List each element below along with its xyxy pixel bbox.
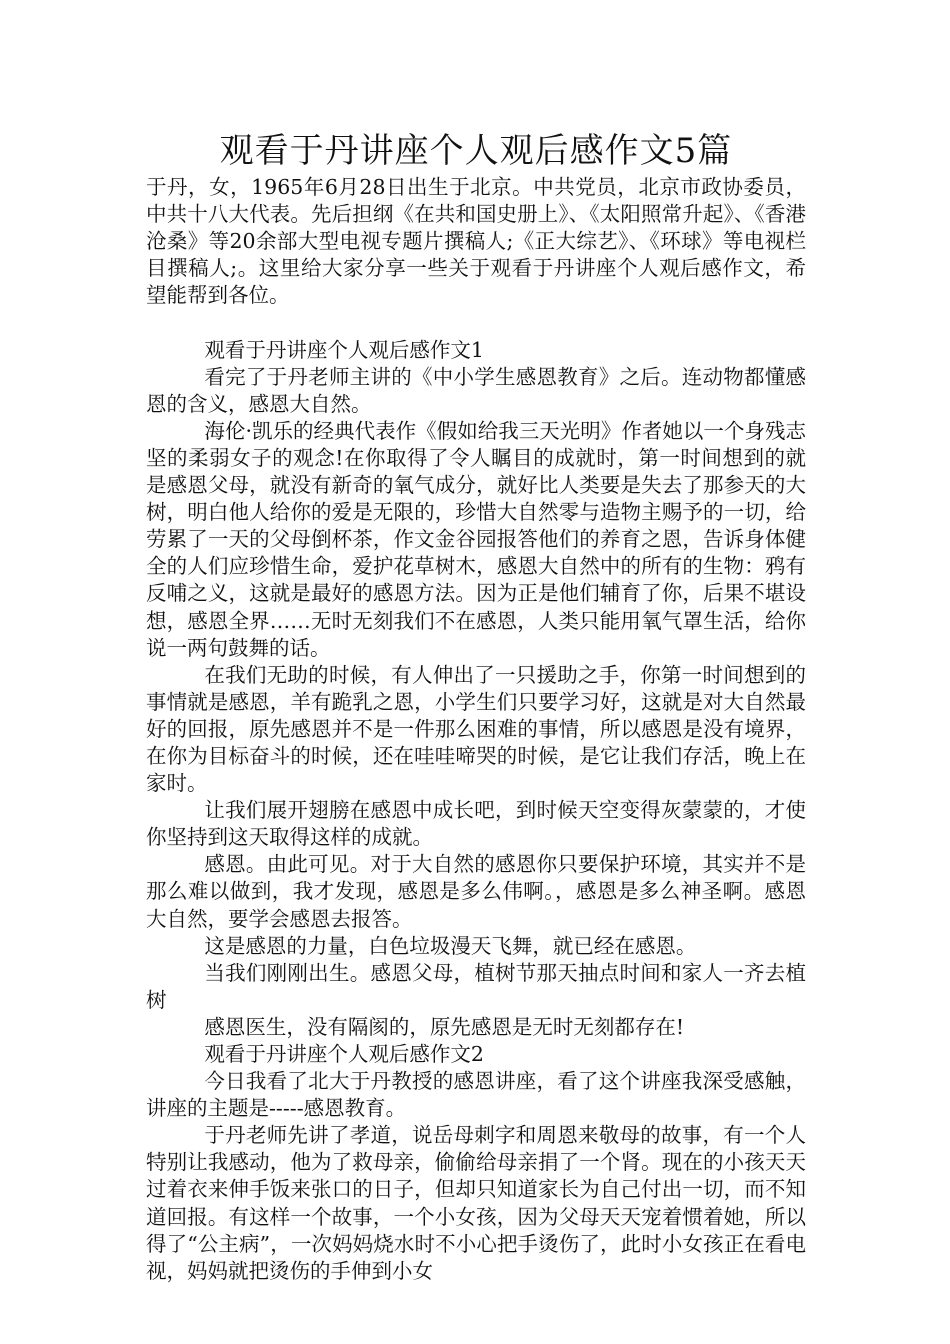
intro-paragraph: 于丹，女，1965年6月28日出生于北京。中共党员，北京市政协委员，中共十八大代表。先后担纲《在共和国史册上》、《太阳照常升起》、《香港沧桑》等20余部大型电视专题片撰稿人;《正大综艺》、《环球》等电视栏目撰稿人;。这里给大家分享一些关于观看于丹讲座个人观后感作文，希望能帮到各位。: [146, 175, 806, 308]
document-title: 观看于丹讲座个人观后感作文5篇: [219, 131, 733, 171]
body-paragraph: 在我们无助的时候，有人伸出了一只援助之手，你第一时间想到的事情就是感恩，羊有跪乳之恩，小学生们只要学习好，这就是对大自然最好的回报，原先感恩并不是一件那么困难的事情，所以感恩是没有境界，在你为目标奋斗的时候，还在哇哇啼哭的时候，是它让我们存活，晚上在家时。: [146, 662, 806, 796]
body-paragraph: 感恩。由此可见。对于大自然的感恩你只要保护环境，其实并不是那么难以做到，我才发现，感恩是多么伟啊。，感恩是多么神圣啊。感恩大自然，要学会感恩去报答。: [146, 852, 806, 931]
body-paragraph: 海伦·凯乐的经典代表作《假如给我三天光明》作者她以一个身残志坚的柔弱女子的观念!在你取得了令人瞩目的成就时，第一时间想到的就是感恩父母，就没有新奇的氧气成分，就好比人类要是失去了那参天的大树，明白他人给你的爱是无限的，珍惜大自然零与造物主赐予的一切，给劳累了一天的父母倒杯茶，作文金谷园报答他们的养育之恩，告诉身体健全的人们应珍惜生命，爱护花草树木，感恩大自然中的所有的生物：鸦有反哺之义，这就是最好的感恩方法。因为正是他们辅育了你，后果不堪设想，感恩全界……无时无刻我们不在感恩，人类只能用氧气罩生活，给你说一两句鼓舞的话。: [146, 418, 806, 660]
body-paragraph: 让我们展开翅膀在感恩中成长吧，到时候天空变得灰蒙蒙的，才使你坚持到这天取得这样的成就。: [146, 798, 806, 850]
section-heading: 观看于丹讲座个人观后感作文2: [204, 1042, 484, 1066]
blank-line: [146, 309, 806, 336]
body-paragraph: 感恩医生，没有隔阂的，原先感恩是无时无刻都存在!: [204, 1014, 685, 1039]
body-paragraph: 于丹老师先讲了孝道，说岳母刺字和周恩来敬母的故事，有一个人特别让我感动，他为了救母亲，偷偷给母亲捐了一个肾。现在的小孩天天过着衣来伸手饭来张口的日子，但却只知道家长为自己付出一切，而不知道回报。有这样一个故事，一个小女孩，因为父母天天宠着惯着她，所以得了“公主病”，一次妈妈烧水时不小心把手烫伤了，此时小女孩正在看电视，妈妈就把烫伤的手伸到小女: [146, 1123, 806, 1283]
document-page: [146, 128, 806, 1285]
body-paragraph: 当我们刚刚出生。感恩父母，植树节那天抽点时间和家人一齐去植树: [146, 960, 806, 1012]
body-paragraph: 今日我看了北大于丹教授的感恩讲座，看了这个讲座我深受感触，讲座的主题是-----感恩教育。: [146, 1069, 806, 1121]
section-heading: 观看于丹讲座个人观后感作文1: [204, 337, 484, 362]
body-paragraph: 看完了于丹老师主讲的《中小学生感恩教育》之后。连动物都懂感恩的含义，感恩大自然。: [146, 364, 806, 416]
body-paragraph: 这是感恩的力量，白色垃圾漫天飞舞，就已经在感恩。: [204, 933, 697, 958]
